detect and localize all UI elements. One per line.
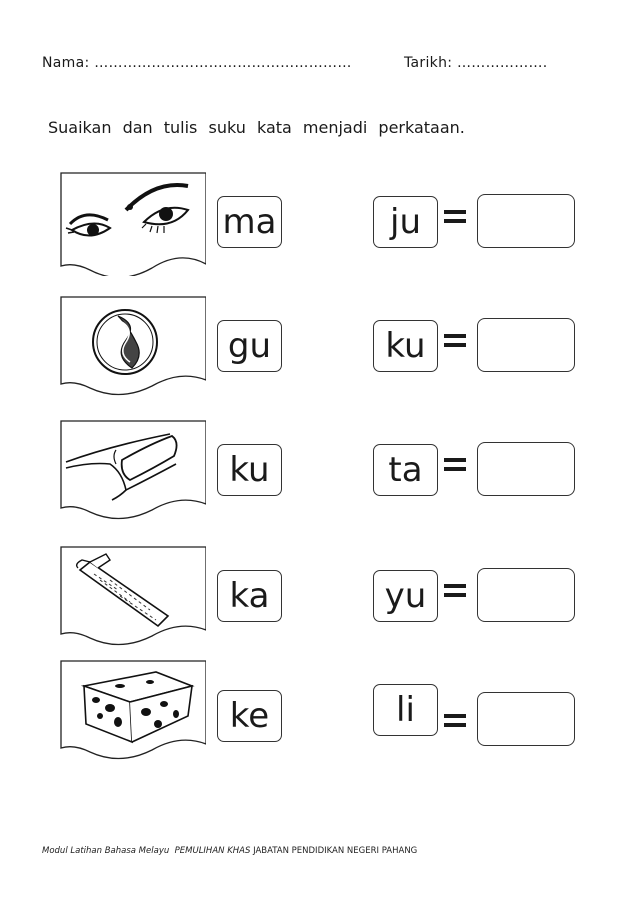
equals-sign [444,326,470,352]
exercise-row-2 [0,296,638,408]
wood-stick-picture [60,546,206,650]
footer-text [42,846,417,856]
cheese-picture [60,660,206,764]
exercise-row-3 [0,420,638,532]
eyes-picture [60,172,206,276]
syllable-card-left: gu [217,320,282,372]
exercise-row-5 [0,660,638,772]
syllable-card-left: ku [217,444,282,496]
equals-sign [444,576,470,602]
marble-picture [60,296,206,400]
equals-sign [444,202,470,228]
footer-program-name: PEMULIHAN KHAS [174,846,251,856]
syllable-card-right: yu [373,570,438,622]
answer-box[interactable] [477,194,575,248]
answer-box[interactable] [477,692,575,746]
syllable-card-left: ke [217,690,282,742]
syllable-card-right: ta [373,444,438,496]
date-field-label: Tarikh: ………………. [404,55,548,71]
syllable-card-right: ju [373,196,438,248]
exercise-row-4 [0,546,638,658]
instruction-text: Suaikan dan tulis suku kata menjadi perkataan. [48,118,465,137]
equals-sign [444,706,470,732]
answer-box[interactable] [477,318,575,372]
syllable-card-right: li [373,684,438,736]
footer-department-name: JABATAN PENDIDIKAN NEGERI PAHANG [253,846,418,856]
equals-sign [444,450,470,476]
footer-module-name: Modul Latihan Bahasa Melayu [42,846,170,856]
syllable-card-right: ku [373,320,438,372]
exercise-row-1 [0,172,638,284]
fingernail-picture [60,420,206,524]
name-field-label: Nama: ……………………………………………… [42,55,352,71]
answer-box[interactable] [477,442,575,496]
syllable-card-left: ka [217,570,282,622]
syllable-card-left: ma [217,196,282,248]
answer-box[interactable] [477,568,575,622]
